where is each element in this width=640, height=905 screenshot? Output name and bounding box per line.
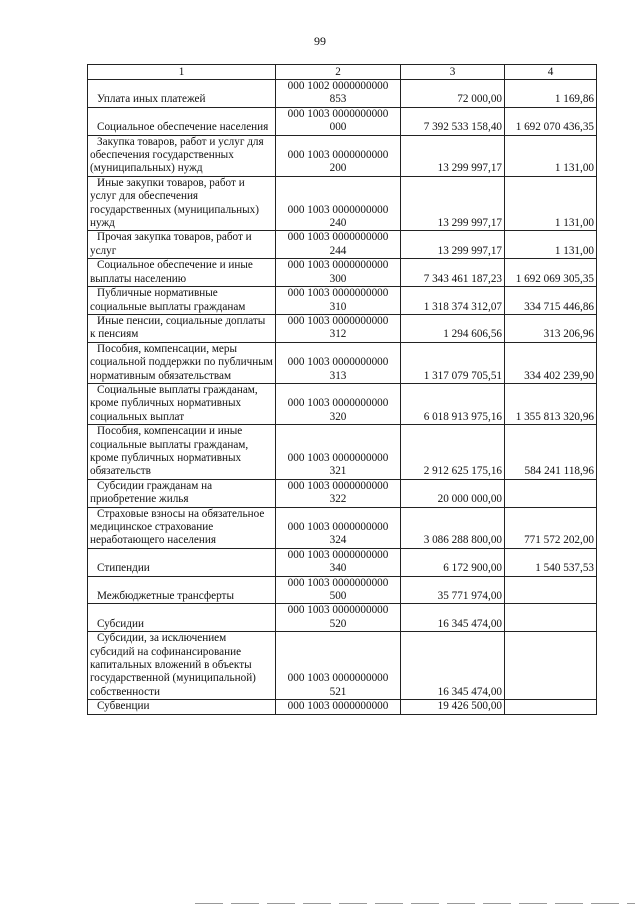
row-code-type: 313: [329, 369, 347, 382]
row-code: [276, 604, 401, 632]
row-name: Уплата иных платежей: [88, 80, 276, 108]
footer-rule: [195, 903, 635, 904]
table-row: [88, 632, 597, 700]
table-row: [88, 479, 597, 507]
table-row: [88, 700, 597, 714]
table-header-row: [88, 65, 597, 80]
row-code-type: 340: [329, 562, 347, 575]
column-header-1: 1: [88, 65, 276, 80]
row-name: Субсидии: [88, 604, 276, 632]
row-code: [276, 548, 401, 576]
row-code-section: 000 1003 0000000000: [287, 107, 389, 120]
row-code-section: 000 1003 0000000000: [287, 231, 389, 244]
row-value-col4: [505, 632, 597, 700]
row-value-col3: 35 771 974,00: [401, 576, 505, 604]
row-name: Публичные нормативные социальные выплаты гражданам: [88, 287, 276, 315]
row-value-col3: 16 345 474,00: [401, 632, 505, 700]
row-code-type: 853: [329, 93, 347, 106]
row-code: [276, 135, 401, 176]
row-value-col4: 1 169,86: [505, 80, 597, 108]
row-value-col3: 13 299 997,17: [401, 176, 505, 231]
budget-table: [87, 64, 597, 715]
table-row: [88, 548, 597, 576]
row-name: Социальное обеспечение населения: [88, 107, 276, 135]
table-row: [88, 383, 597, 424]
row-code: [276, 425, 401, 480]
row-name: Субсидии, за исключением субсидий на софинансирование капитальных вложений в объекты государственной (муниципальной) собственности: [88, 632, 276, 700]
row-value-col3: 7 343 461 187,23: [401, 259, 505, 287]
row-name: Субвенции: [88, 700, 276, 714]
row-code-type: 240: [329, 217, 347, 230]
row-code-type: 312: [329, 328, 347, 341]
row-name: Социальные выплаты гражданам, кроме публичных нормативных социальных выплат: [88, 383, 276, 424]
row-code: [276, 342, 401, 383]
row-code-section: 000 1003 0000000000: [287, 479, 389, 492]
row-value-col4: 1 131,00: [505, 135, 597, 176]
row-value-col3: 16 345 474,00: [401, 604, 505, 632]
row-name: Субсидии гражданам на приобретение жилья: [88, 479, 276, 507]
row-value-col4: 1 540 537,53: [505, 548, 597, 576]
table-row: [88, 342, 597, 383]
column-header-4: 4: [505, 65, 597, 80]
row-code: [276, 576, 401, 604]
row-value-col4: 1 131,00: [505, 231, 597, 259]
row-code-section: 000 1003 0000000000: [287, 521, 389, 533]
row-value-col4: [505, 700, 597, 714]
row-code-type: 521: [329, 685, 347, 698]
row-name: Иные закупки товаров, работ и услуг для обеспечения государственных (муниципальных) нужд: [88, 176, 276, 231]
table-row: [88, 576, 597, 604]
row-value-col4: 1 692 069 305,35: [505, 259, 597, 287]
row-code-section: 000 1003 0000000000: [287, 672, 389, 685]
row-value-col3: 6 172 900,00: [401, 548, 505, 576]
row-code-type: 322: [329, 493, 347, 506]
table-row: [88, 507, 597, 548]
row-value-col4: 1 692 070 436,35: [505, 107, 597, 135]
column-header-2: 2: [276, 65, 401, 80]
row-code: [276, 231, 401, 259]
row-code: [276, 479, 401, 507]
row-code: [276, 80, 401, 108]
row-code-section: 000 1003 0000000000: [287, 314, 389, 327]
row-code-section: 000 1002 0000000000: [287, 80, 389, 92]
row-code-section: 000 1003 0000000000: [287, 259, 389, 272]
row-code: [276, 259, 401, 287]
row-code-section: 000 1003 0000000000: [287, 203, 389, 216]
page-number: 99: [314, 34, 326, 48]
table-row: [88, 231, 597, 259]
row-value-col4: 313 206,96: [505, 314, 597, 342]
row-code-section: 000 1003 0000000000: [287, 356, 389, 369]
row-value-col3: 7 392 533 158,40: [401, 107, 505, 135]
table-row: [88, 425, 597, 480]
row-value-col3: 1 294 606,56: [401, 314, 505, 342]
row-code-section: 000 1003 0000000000: [287, 149, 389, 162]
table-row: [88, 314, 597, 342]
table-row: [88, 107, 597, 135]
table-row: [88, 259, 597, 287]
row-value-col3: 1 317 079 705,51: [401, 342, 505, 383]
row-name: Пособия, компенсации, меры социальной поддержки по публичным нормативным обязательствам: [88, 342, 276, 383]
row-code-section: 000 1003 0000000000: [287, 700, 389, 713]
row-value-col4: 584 241 118,96: [505, 425, 597, 480]
row-value-col3: 13 299 997,17: [401, 135, 505, 176]
row-code-type: 500: [329, 590, 347, 603]
row-code-section: 000 1003 0000000000: [287, 451, 389, 464]
row-value-col3: 6 018 913 975,16: [401, 383, 505, 424]
row-value-col3: 13 299 997,17: [401, 231, 505, 259]
row-value-col4: 334 715 446,86: [505, 287, 597, 315]
row-code: [276, 383, 401, 424]
row-name: Межбюджетные трансферты: [88, 576, 276, 604]
row-name: Социальное обеспечение и иные выплаты населению: [88, 259, 276, 287]
row-code: [276, 314, 401, 342]
row-code: [276, 507, 401, 548]
row-code-type: 300: [329, 272, 347, 285]
row-value-col4: [505, 604, 597, 632]
row-code-type: 000: [329, 121, 347, 134]
row-name: Страховые взносы на обязательное медицинское страхование неработающего населения: [88, 507, 276, 548]
row-value-col3: 72 000,00: [401, 80, 505, 108]
row-value-col3: 2 912 625 175,16: [401, 425, 505, 480]
row-code-section: 000 1003 0000000000: [287, 548, 389, 561]
row-code-type: 200: [329, 162, 347, 175]
row-value-col3: 1 318 374 312,07: [401, 287, 505, 315]
table-row: [88, 80, 597, 108]
row-name: Закупка товаров, работ и услуг для обеспечения государственных (муниципальных) нужд: [88, 135, 276, 176]
table-row: [88, 135, 597, 176]
table-row: [88, 604, 597, 632]
row-code-type: 310: [329, 300, 347, 313]
row-code-type: 520: [329, 617, 347, 630]
row-value-col4: 1 131,00: [505, 176, 597, 231]
row-value-col3: 3 086 288 800,00: [401, 507, 505, 548]
row-code: [276, 176, 401, 231]
row-code-type: 321: [329, 465, 347, 478]
row-code: [276, 632, 401, 700]
row-name: Иные пенсии, социальные доплаты к пенсиям: [88, 314, 276, 342]
row-value-col3: 19 426 500,00: [401, 700, 505, 714]
row-code-section: 000 1003 0000000000: [287, 397, 389, 410]
row-code: [276, 287, 401, 315]
row-code: [276, 700, 401, 714]
row-code-section: 000 1003 0000000000: [287, 287, 389, 300]
row-value-col4: 1 355 813 320,96: [505, 383, 597, 424]
row-name: Пособия, компенсации и иные социальные выплаты гражданам, кроме публичных нормативных обязательств: [88, 425, 276, 480]
row-name: Стипендии: [88, 548, 276, 576]
row-value-col4: 771 572 202,00: [505, 507, 597, 548]
row-code-type: 244: [329, 244, 347, 257]
row-value-col4: [505, 576, 597, 604]
row-code-section: 000 1003 0000000000: [287, 604, 389, 617]
row-value-col3: 20 000 000,00: [401, 479, 505, 507]
row-value-col4: [505, 479, 597, 507]
column-header-3: 3: [401, 65, 505, 80]
row-code-section: 000 1003 0000000000: [287, 576, 389, 589]
table-row: [88, 287, 597, 315]
row-name: Прочая закупка товаров, работ и услуг: [88, 231, 276, 259]
row-value-col4: 334 402 239,90: [505, 342, 597, 383]
row-code-type: 324: [329, 534, 347, 547]
table-row: [88, 176, 597, 231]
row-code: [276, 107, 401, 135]
row-code-type: 320: [329, 410, 347, 423]
